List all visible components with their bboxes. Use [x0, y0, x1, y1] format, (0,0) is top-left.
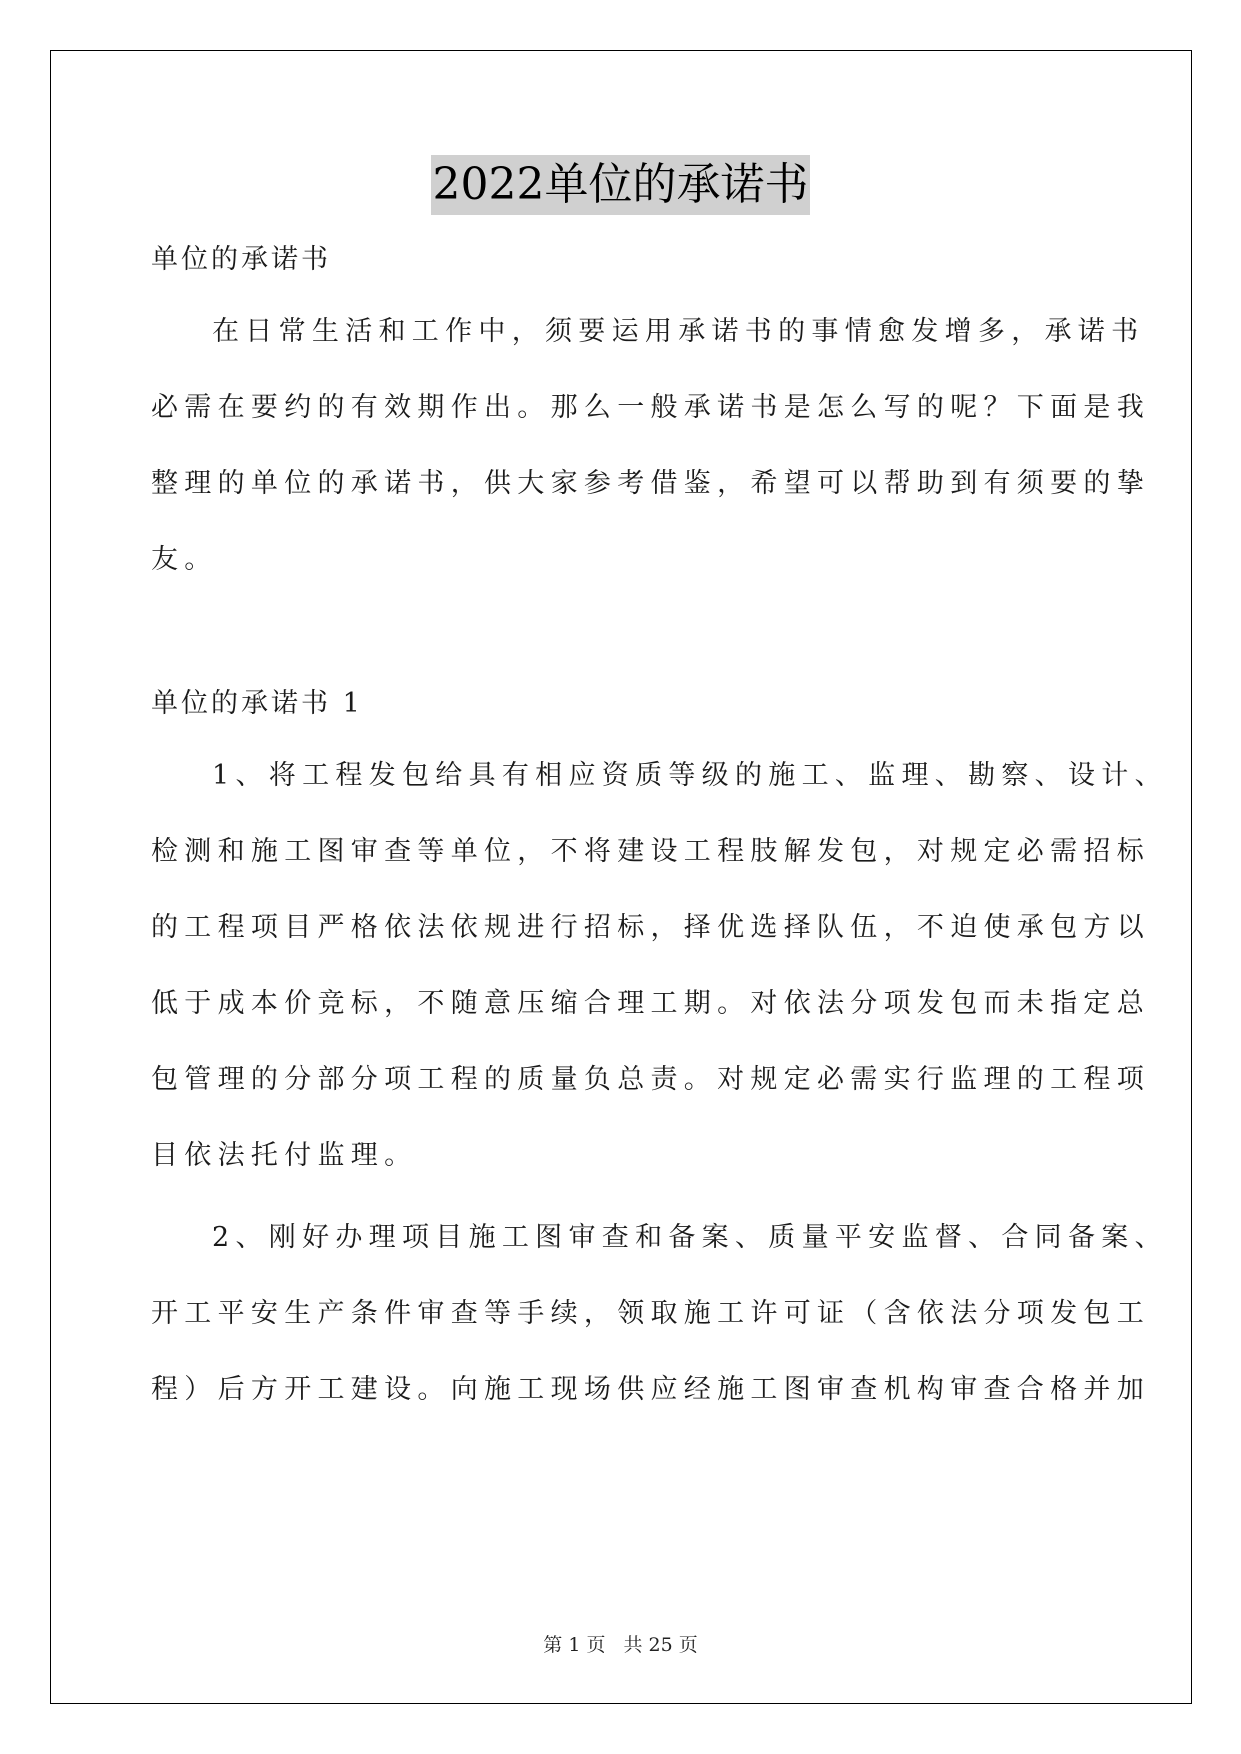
section-heading: 单位的承诺书 1 — [151, 688, 363, 719]
item2-line-3: 程）后方开工建设。向施工现场供应经施工图审查机构审查合格并加 — [151, 1374, 1150, 1405]
item1-line-6: 目依法托付监理。 — [151, 1140, 418, 1171]
page-number: 第 1 页 — [543, 1634, 606, 1656]
intro-line-2: 必需在要约的有效期作出。那么一般承诺书是怎么写的呢？下面是我 — [151, 392, 1150, 423]
item2-line-2: 开工平安生产条件审查等手续，领取施工许可证（含依法分项发包工 — [151, 1298, 1150, 1329]
document-title — [0, 155, 1241, 215]
item1-line-1: 1、将工程发包给具有相应资质等级的施工、监理、勘察、设计、 — [212, 760, 1168, 791]
intro-line-3: 整理的单位的承诺书，供大家参考借鉴，希望可以帮助到有须要的挚 — [151, 468, 1150, 499]
item1-line-2: 检测和施工图审查等单位，不将建设工程肢解发包，对规定必需招标 — [151, 836, 1150, 867]
item1-line-4: 低于成本价竞标，不随意压缩合理工期。对依法分项发包而未指定总 — [151, 988, 1150, 1019]
intro-line-1: 在日常生活和工作中，须要运用承诺书的事情愈发增多，承诺书 — [212, 316, 1145, 347]
item2-line-1: 2、刚好办理项目施工图审查和备案、质量平安监督、合同备案、 — [212, 1222, 1168, 1253]
page-total: 共 25 页 — [623, 1634, 698, 1656]
intro-heading: 单位的承诺书 — [151, 244, 331, 275]
document-title-text: 2022单位的承诺书 — [431, 155, 811, 215]
item1-line-5: 包管理的分部分项工程的质量负总责。对规定必需实行监理的工程项 — [151, 1064, 1150, 1095]
item1-line-3: 的工程项目严格依法依规进行招标，择优选择队伍，不迫使承包方以 — [151, 912, 1150, 943]
intro-line-4: 友。 — [151, 544, 218, 575]
page-footer — [0, 1630, 1241, 1657]
